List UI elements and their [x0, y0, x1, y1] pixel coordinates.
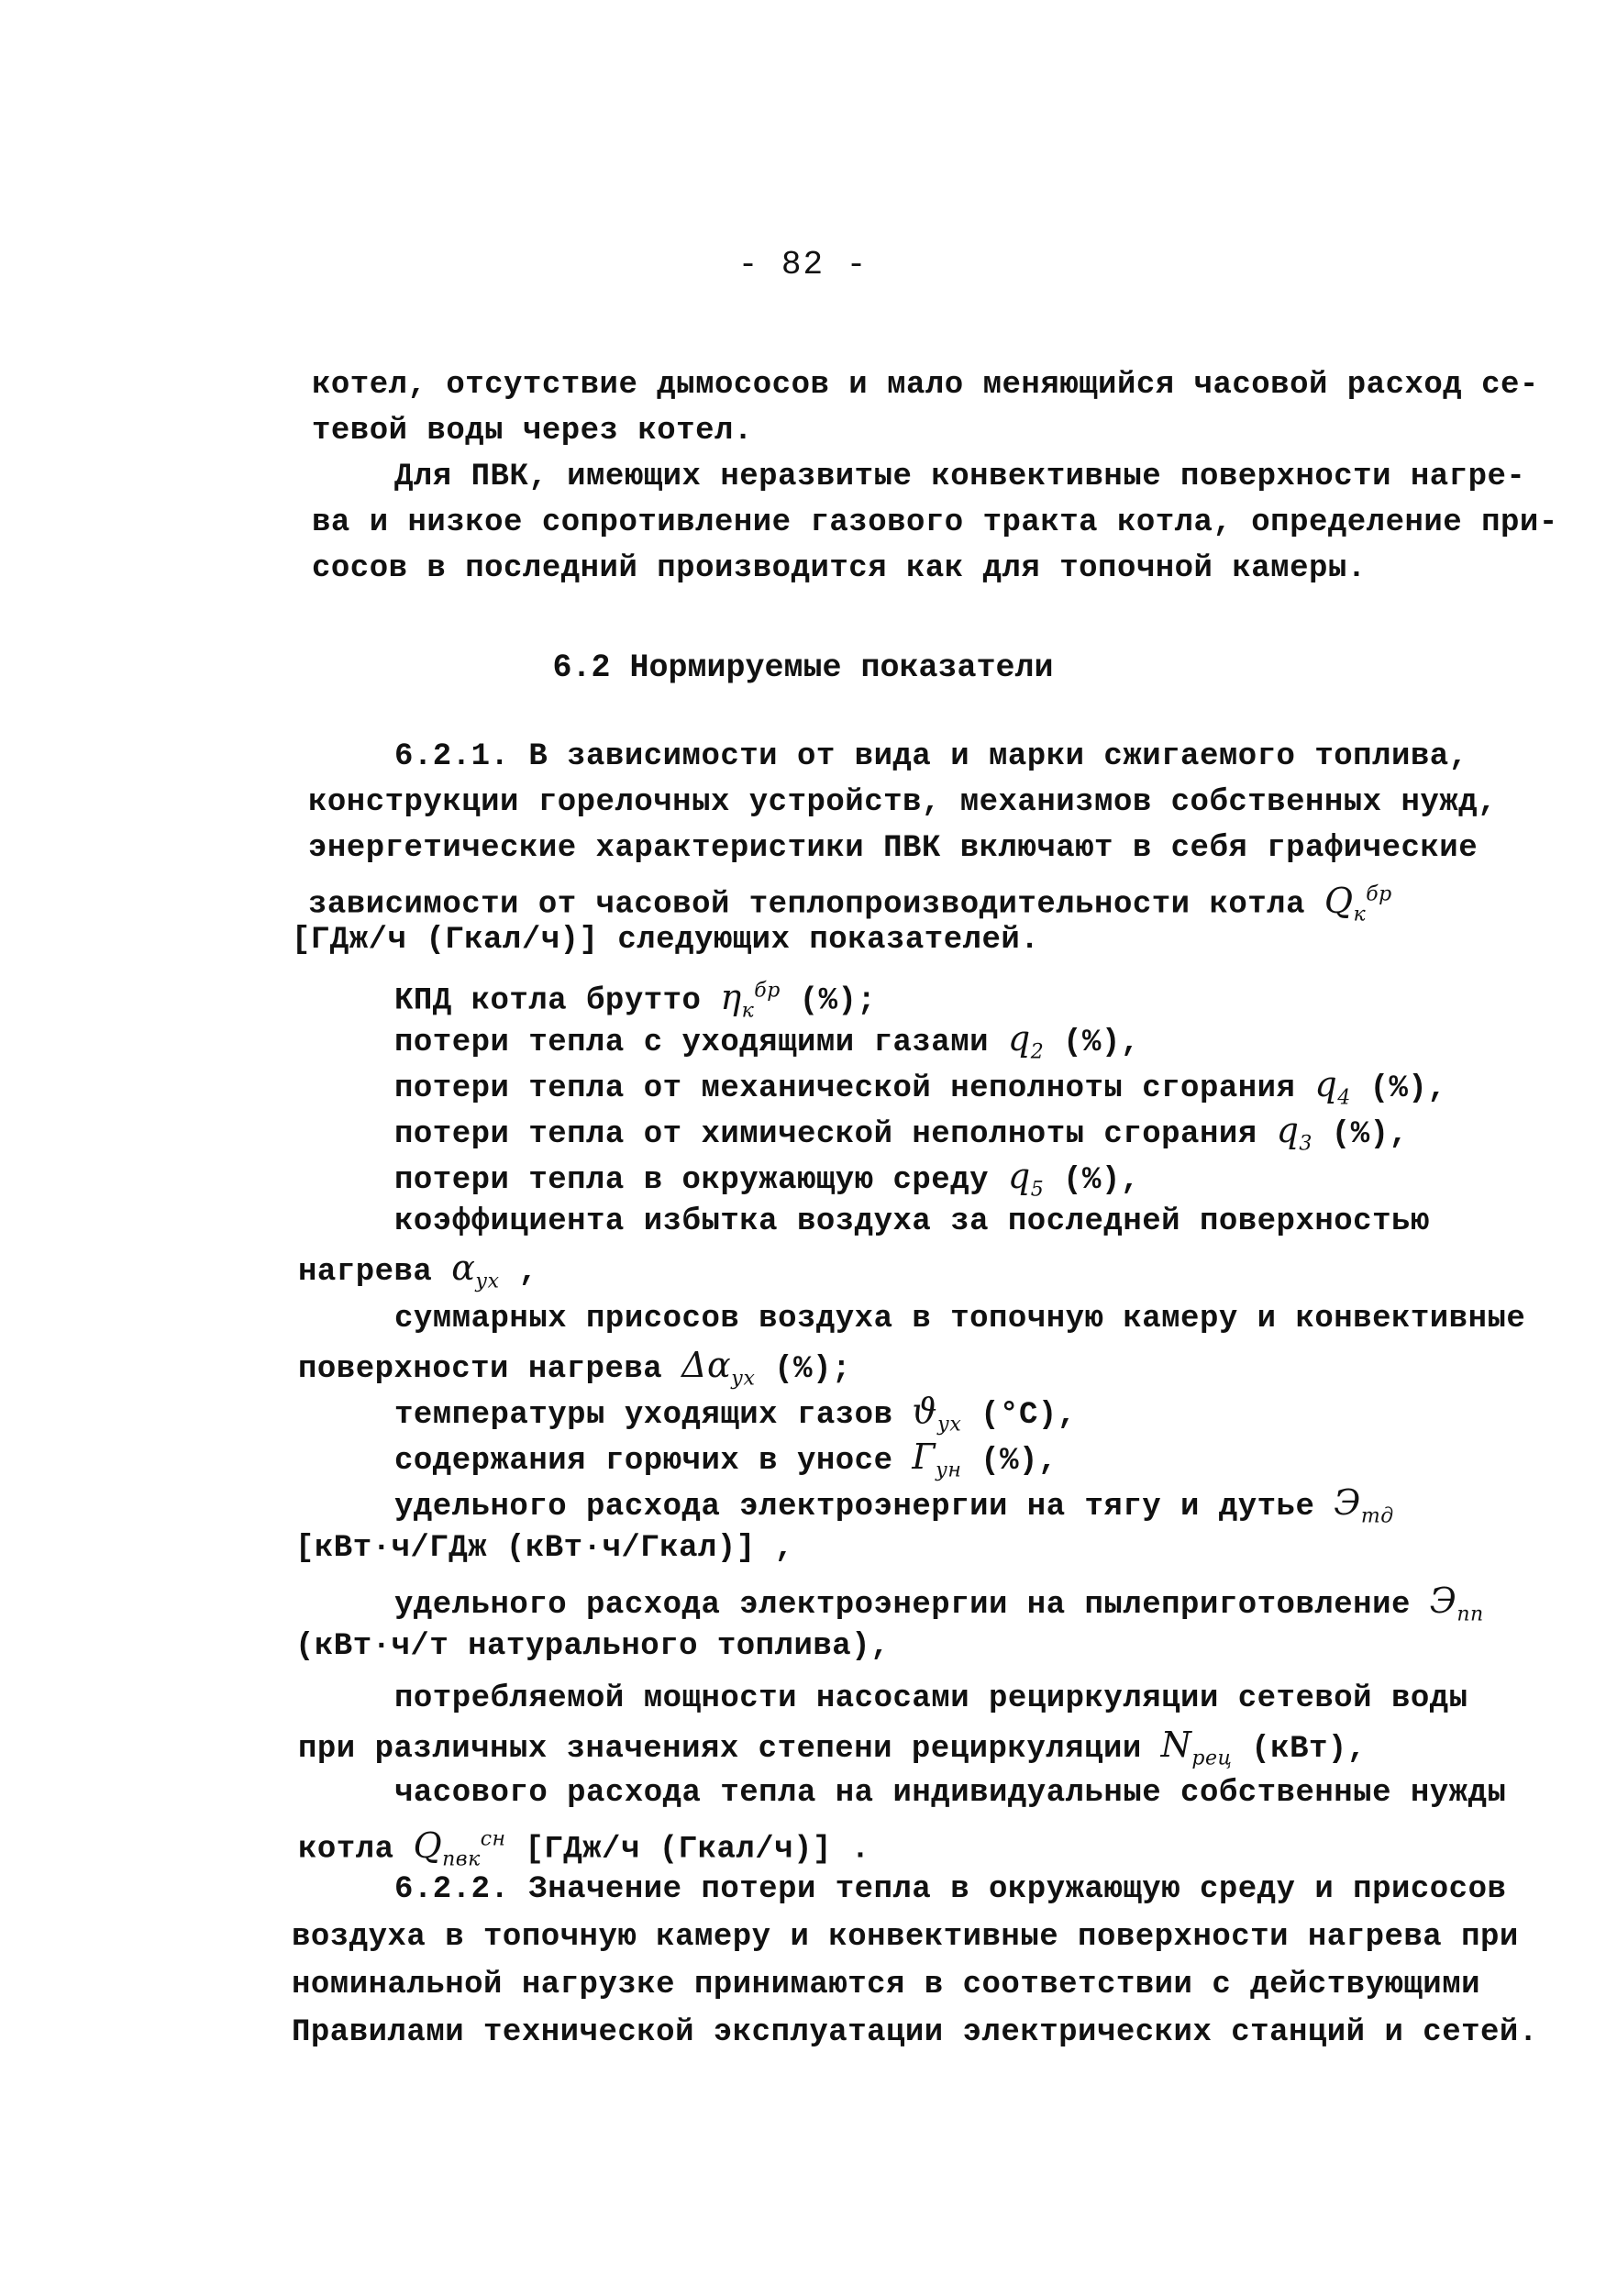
item-delta-alpha-line-1: суммарных присосов воздуха в топочную камеру и конвективные: [394, 1302, 1526, 1337]
item-combustibles: содержания горючих в уносе $Г_{ун}$ (%),: [394, 1436, 1058, 1482]
formula-q5: $q_5$: [1007, 1156, 1045, 1202]
item-q3: потери тепла от химической неполноты сгорания $q_3$ (%),: [394, 1110, 1409, 1156]
item-own-needs-line-2: котла $Q_{пвк}^{сн}$ [ГДж/ч (Гкал/ч)] .: [298, 1825, 870, 1871]
item-temperature: температуры уходящих газов $ϑ_{ух}$ (°С),: [394, 1391, 1077, 1436]
formula-q4: $q_4$: [1314, 1064, 1351, 1110]
item-own-needs-line-1: часового расхода тепла на индивидуальные собственные нужды: [394, 1776, 1507, 1811]
formula-theta: $ϑ_{ух}$: [912, 1391, 962, 1436]
formula-n-rec: $N_{рец}$: [1160, 1725, 1233, 1770]
intro-line-4: ва и низкое сопротивление газового тракта котла, определение при-: [312, 505, 1558, 540]
p621-line-4-text: зависимости от часовой теплопроизводительности котла: [308, 887, 1305, 923]
formula-g: $Г_{ун}$: [912, 1436, 962, 1482]
item-q2: потери тепла с уходящими газами $q_2$ (%),: [394, 1018, 1140, 1064]
intro-line-3: Для ПВК, имеющих неразвитые конвективные поверхности нагре-: [394, 460, 1526, 494]
formula-eta: $\eta_к^{бр}$: [720, 976, 781, 1023]
item-delta-alpha-line-2: поверхности нагрева $\Delta\alpha_{ух}$ (%);: [298, 1345, 851, 1391]
intro-line-5: сосов в последний производится как для топочной камеры.: [312, 551, 1367, 586]
formula-e-td: $Э_{тд}$: [1334, 1482, 1394, 1528]
formula-e-pp: $Э_{пп}$: [1429, 1581, 1484, 1626]
p621-line-2: конструкции горелочных устройств, механизмов собственных нужд,: [308, 785, 1498, 820]
item-efficiency: КПД котла брутто $\eta_к^{бр}$ (%);: [394, 976, 877, 1023]
item-recirculation-line-1: потребляемой мощности насосами рециркуляции сетевой воды: [394, 1681, 1468, 1716]
item-pulverization-line-1: удельного расхода электроэнергии на пылеприготовление $Э_{пп}$: [394, 1581, 1484, 1626]
p622-line-1: 6.2.2. Значение потери тепла в окружающую среду и присосов: [394, 1872, 1507, 1907]
formula-q3: $q_3$: [1276, 1110, 1312, 1156]
page-number: - 82 -: [737, 246, 869, 283]
formula-delta-alpha: $\Delta\alpha_{ух}$: [681, 1345, 756, 1391]
item-q4: потери тепла от механической неполноты сгорания $q_4$ (%),: [394, 1064, 1447, 1110]
formula-alpha: $\alpha_{ух}$: [451, 1248, 500, 1293]
item-pulverization-line-2: (кВт·ч/т натурального топлива),: [295, 1629, 891, 1664]
p622-line-3: номинальной нагрузке принимаются в соответствии с действующими: [292, 1968, 1481, 2002]
item-alpha-line-1: коэффициента избытка воздуха за последней поверхностью: [394, 1204, 1430, 1239]
item-recirculation-line-2: при различных значениях степени рециркуляции $N_{рец}$ (кВт),: [298, 1725, 1367, 1770]
formula-q-br: $Q_к^{бр}$: [1324, 880, 1392, 926]
section-heading: 6.2 Нормируемые показатели: [552, 649, 1054, 686]
p621-line-3: энергетические характеристики ПВК включают в себя графические: [308, 831, 1479, 866]
item-draft-energy-line-2: [кВт·ч/ГДж (кВт·ч/Гкал)] ,: [295, 1531, 794, 1566]
item-alpha-line-2: нагрева $\alpha_{ух}$ ,: [298, 1248, 538, 1293]
intro-line-1: котел, отсутствие дымососов и мало меняющийся часовой расход се-: [312, 368, 1539, 403]
formula-q-sn: $Q_{пвк}^{сн}$: [413, 1825, 506, 1871]
p622-line-4: Правилами технической эксплуатации электрических станций и сетей.: [292, 2015, 1538, 2050]
intro-line-2: тевой воды через котел.: [312, 414, 753, 449]
item-q5: потери тепла в окружающую среду $q_5$ (%),: [394, 1156, 1140, 1202]
item-draft-energy-line-1: удельного расхода электроэнергии на тягу и дутье $Э_{тд}$: [394, 1482, 1394, 1528]
p621-line-5: [ГДж/ч (Гкал/ч)] следующих показателей.: [292, 923, 1040, 958]
p622-line-2: воздуха в топочную камеру и конвективные поверхности нагрева при: [292, 1920, 1519, 1955]
formula-q2: $q_2$: [1007, 1018, 1045, 1064]
p621-line-1: 6.2.1. В зависимости от вида и марки сжигаемого топлива,: [394, 739, 1468, 774]
